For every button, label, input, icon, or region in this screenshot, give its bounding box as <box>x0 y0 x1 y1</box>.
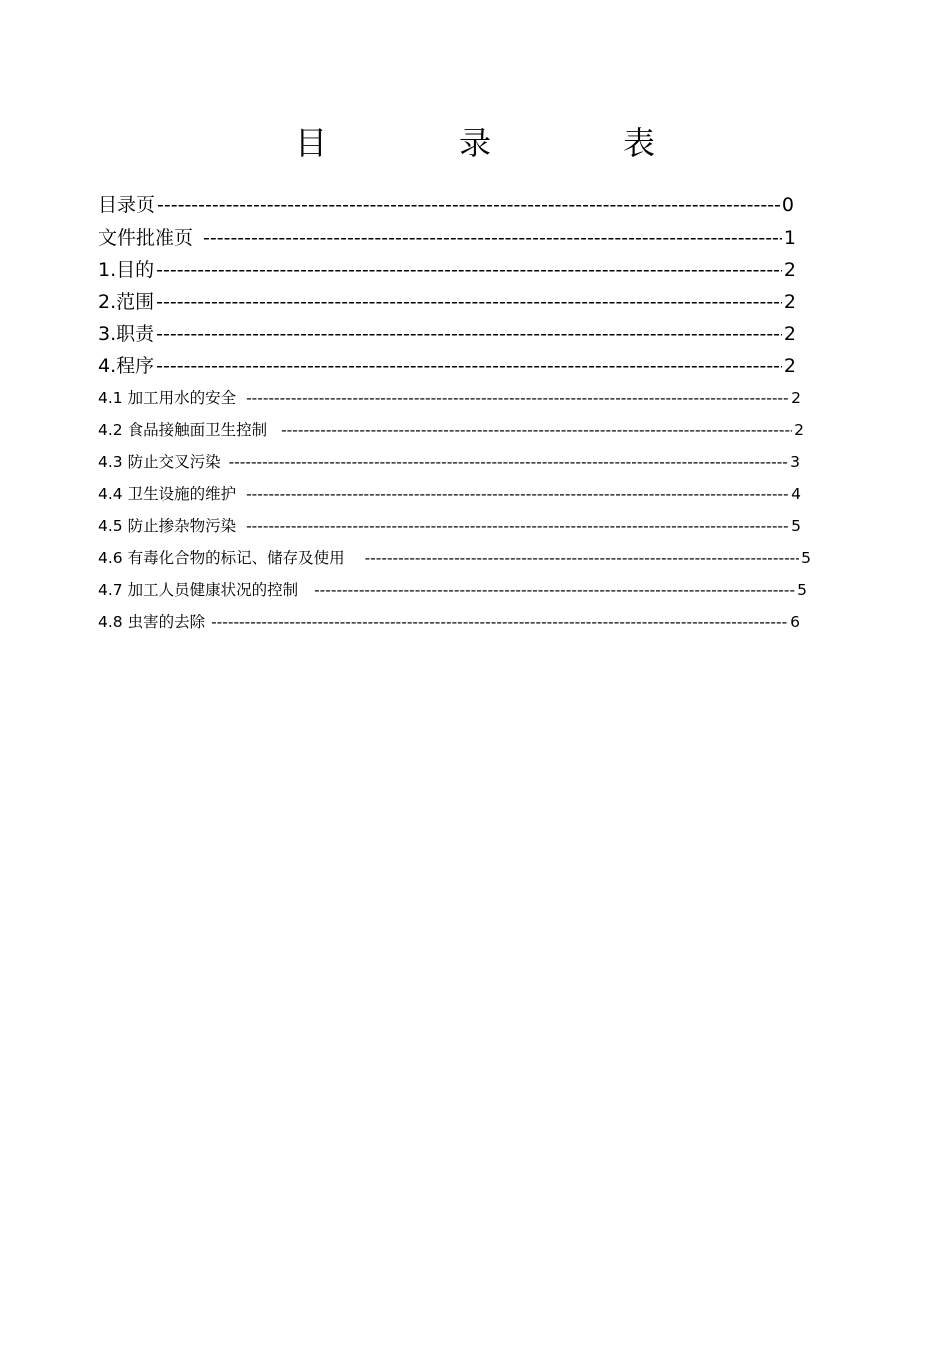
dot-leader <box>157 194 780 216</box>
toc-entry-page: 2 <box>794 421 804 439</box>
toc-entry-page: 1 <box>783 227 796 249</box>
toc-entry[interactable] <box>98 255 796 285</box>
page-title: 目 录 表 <box>294 124 705 162</box>
dot-leader <box>246 389 789 407</box>
toc-entry-page: 4 <box>791 485 801 503</box>
dot-leader <box>156 355 782 377</box>
toc-entry-label: 4.4 卫生设施的维护 <box>98 485 237 503</box>
dot-leader <box>156 323 782 345</box>
dot-leader <box>203 227 782 249</box>
toc-entry[interactable] <box>98 223 796 253</box>
toc-entry-label: 文件批准页 <box>98 227 194 249</box>
toc-entry-page: 2 <box>783 323 796 345</box>
toc-entry-page: 6 <box>790 613 800 631</box>
toc-entry-label: 4.程序 <box>98 355 155 377</box>
toc-entry-label: 4.1 加工用水的安全 <box>98 389 237 407</box>
toc-entry-page: 0 <box>781 194 794 216</box>
toc-entry-page: 2 <box>791 389 801 407</box>
toc-entry[interactable] <box>98 418 804 444</box>
toc-entry-label: 4.8 虫害的去除 <box>98 613 206 631</box>
toc-entry-label: 4.2 食品接触面卫生控制 <box>98 421 268 439</box>
dot-leader <box>229 453 789 471</box>
dot-leader <box>281 421 792 439</box>
dot-leader <box>246 485 789 503</box>
toc-entry-page: 2 <box>783 291 796 313</box>
toc-entry-label: 目录页 <box>98 194 156 216</box>
toc-entry-page: 5 <box>797 581 807 599</box>
toc-entry[interactable] <box>98 319 796 349</box>
dot-leader <box>365 549 800 567</box>
toc-entry[interactable] <box>98 546 811 572</box>
toc-entry-label: 2.范围 <box>98 291 155 313</box>
toc-entry-label: 4.6 有毒化合物的标记、储存及使用 <box>98 549 345 567</box>
dot-leader <box>211 613 788 631</box>
toc-entry-label: 4.3 防止交叉污染 <box>98 453 221 471</box>
toc-entry-page: 3 <box>790 453 800 471</box>
toc-entry[interactable] <box>98 482 801 508</box>
toc-entry-page: 2 <box>783 355 796 377</box>
toc-entry-page: 2 <box>783 259 796 281</box>
toc-entry[interactable] <box>98 450 800 476</box>
dot-leader <box>314 581 795 599</box>
toc-entry-label: 3.职责 <box>98 323 155 345</box>
toc-entry-label: 1.目的 <box>98 259 155 281</box>
toc-entry[interactable] <box>98 610 800 636</box>
dot-leader <box>246 517 789 535</box>
toc-entry[interactable] <box>98 578 807 604</box>
toc-entry[interactable] <box>98 287 796 317</box>
toc-entry-page: 5 <box>791 517 801 535</box>
toc-entry[interactable] <box>98 190 794 220</box>
toc-entry[interactable] <box>98 351 796 381</box>
toc-entry[interactable] <box>98 514 801 540</box>
toc-entry-label: 4.5 防止掺杂物污染 <box>98 517 237 535</box>
toc-entry[interactable] <box>98 386 801 412</box>
dot-leader <box>156 259 782 281</box>
toc-entry-page: 5 <box>801 549 811 567</box>
toc-entry-label: 4.7 加工人员健康状况的控制 <box>98 581 299 599</box>
dot-leader <box>156 291 782 313</box>
